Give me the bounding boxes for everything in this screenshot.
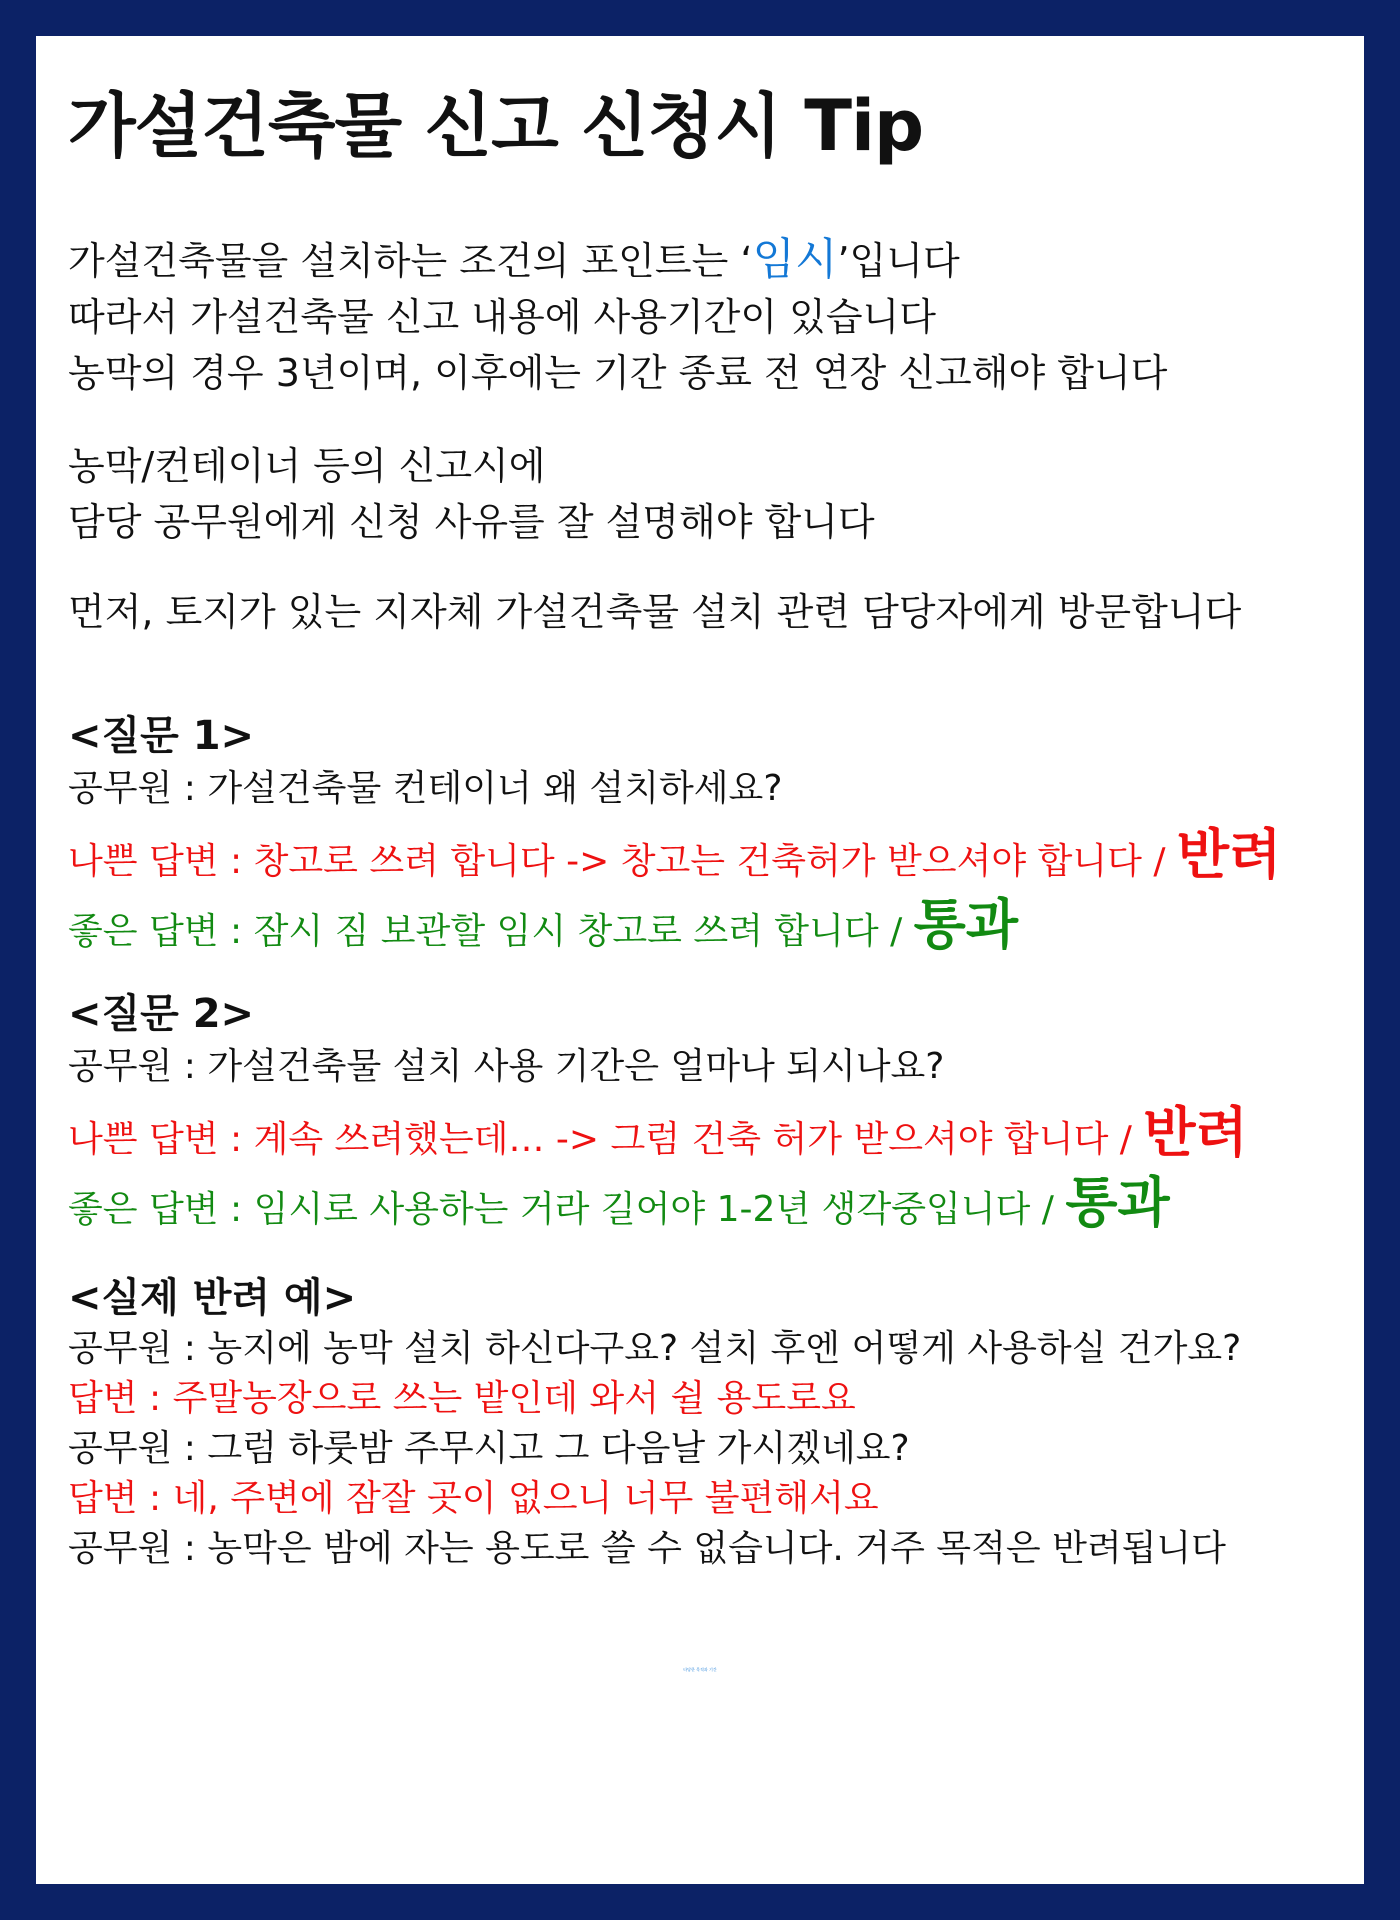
page-title: 가설건축물 신고 신청시 Tip xyxy=(68,85,924,167)
footer-line-1 xyxy=(36,1646,1364,1695)
bad-answer-text: 나쁜 답변 : 계속 쓰려했는데… -> 그럼 건축 허가 받으셔야 합니다 / xyxy=(68,1119,1144,1160)
pass-label: 통과 xyxy=(913,893,1018,956)
purpose-period-highlight: 타당한 목적과 기간 xyxy=(683,1667,717,1672)
question-2-text: 공무원 : 가설건축물 설치 사용 기간은 얼마나 되시나요? xyxy=(68,1046,945,1087)
footer-line-2 xyxy=(36,1695,1364,1743)
good-answer-text: 좋은 답변 : 임시로 사용하는 거라 길어야 1-2년 생각중입니다 / xyxy=(68,1189,1066,1230)
question-1-good-answer xyxy=(68,882,1018,959)
intro-line-2: 따라서 가설건축물 신고 내용에 사용기간이 있습니다 xyxy=(68,295,936,339)
reject-label: 반려 xyxy=(1143,1101,1248,1164)
summary-footer xyxy=(36,1646,1364,1839)
example-line-3: 공무원 : 그럼 하룻밤 주무시고 그 다음날 가시겠네요? xyxy=(68,1428,910,1469)
footer-line-4 xyxy=(36,1791,1364,1839)
bad-answer-text: 나쁜 답변 : 창고로 쓰려 합니다 -> 창고는 건축허가 받으셔야 합니다 / xyxy=(68,841,1177,882)
intro-line-3: 농막의 경우 3년이며, 이후에는 기간 종료 전 연장 신고해야 합니다 xyxy=(68,351,1168,395)
advice-line-2: 담당 공무원에게 신청 사유를 잘 설명해야 합니다 xyxy=(68,500,875,544)
question-2-bad-answer xyxy=(68,1090,1248,1167)
good-answer-text: 좋은 답변 : 잠시 짐 보관할 임시 창고로 쓰려 합니다 / xyxy=(68,911,914,952)
advice-line-1: 농막/컨테이너 등의 신고시에 xyxy=(68,444,546,488)
rejection-example-heading: <실제 반려 예> xyxy=(68,1275,357,1321)
question-2-good-answer xyxy=(68,1160,1170,1237)
example-line-2: 답변 : 주말농장으로 쓰는 밭인데 와서 쉴 용도로요 xyxy=(68,1378,856,1419)
intro-line-1 xyxy=(68,232,1167,289)
question-1-bad-answer xyxy=(68,812,1281,889)
question-2-heading: <질문 2> xyxy=(68,991,255,1037)
intro-line-1-pre: 가설건축물을 설치하는 조건의 포인트는 ‘ xyxy=(68,239,753,283)
reject-label: 반려 xyxy=(1176,823,1282,886)
question-1-heading: <질문 1> xyxy=(68,713,255,759)
pass-label: 통과 xyxy=(1065,1171,1170,1234)
question-1-text: 공무원 : 가설건축물 컨테이너 왜 설치하세요? xyxy=(68,768,783,809)
tip-card xyxy=(36,36,1364,1884)
advice-paragraph xyxy=(68,438,875,550)
example-line-1: 공무원 : 농지에 농막 설치 하신다구요? 설치 후엔 어떻게 사용하실 건가요? xyxy=(68,1328,1242,1369)
example-line-4: 답변 : 네, 주변에 잠잘 곳이 없으니 너무 불편해서요 xyxy=(68,1478,879,1519)
example-line-5: 공무원 : 농막은 밤에 자는 용도로 쓸 수 없습니다. 거주 목적은 반려됩니다 xyxy=(68,1528,1226,1569)
footer-line-3 xyxy=(36,1743,1364,1791)
intro-line-1-post: ’입니다 xyxy=(837,239,960,283)
temporary-highlight: 임시 xyxy=(752,234,838,285)
intro-paragraph xyxy=(68,232,1167,401)
visit-line: 먼저, 토지가 있는 지자체 가설건축물 설치 관련 담당자에게 방문합니다 xyxy=(68,590,1242,634)
